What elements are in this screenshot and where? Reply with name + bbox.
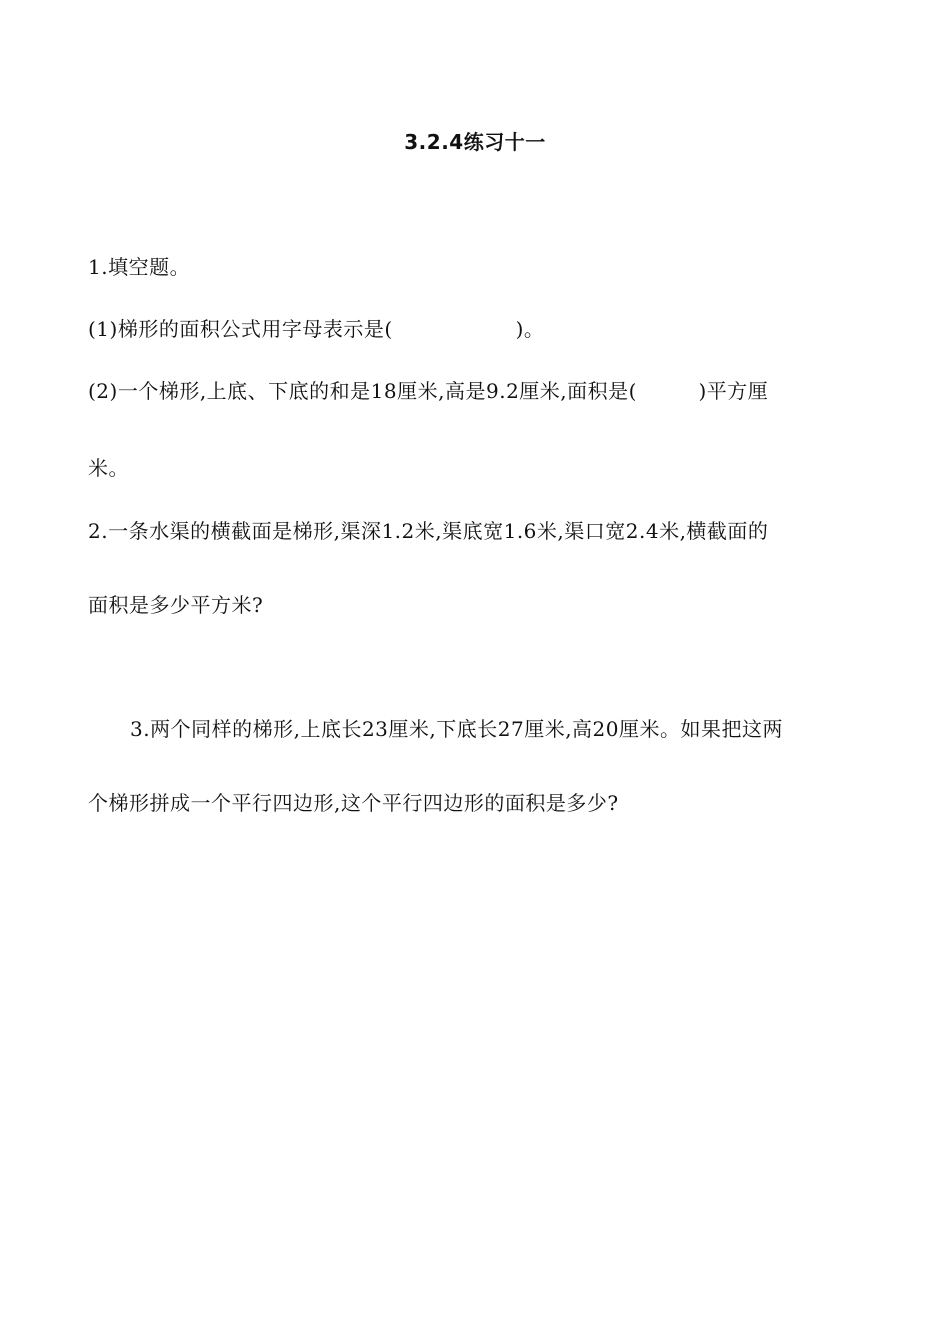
question-3-line-1: 3.两个同样的梯形,上底长23厘米,下底长27厘米,高20厘米。如果把这两 xyxy=(130,717,784,741)
question-2-line-1: 2.一条水渠的横截面是梯形,渠深1.2米,渠底宽1.6米,渠口宽2.4米,横截面的 xyxy=(88,519,769,543)
page-title: 3.2.4练习十一 xyxy=(404,130,546,154)
question-1-heading: 1.填空题。 xyxy=(88,255,191,279)
question-3-line-2: 个梯形拼成一个平行四边形,这个平行四边形的面积是多少? xyxy=(88,791,619,815)
question-1-part-2-line-1: (2)一个梯形,上底、下底的和是18厘米,高是9.2厘米,面积是( )平方厘 xyxy=(88,379,769,403)
question-1-part-1: (1)梯形的面积公式用字母表示是( )。 xyxy=(88,317,545,341)
question-2-line-2: 面积是多少平方米? xyxy=(88,593,264,617)
question-1-part-2-line-2: 米。 xyxy=(88,456,129,480)
